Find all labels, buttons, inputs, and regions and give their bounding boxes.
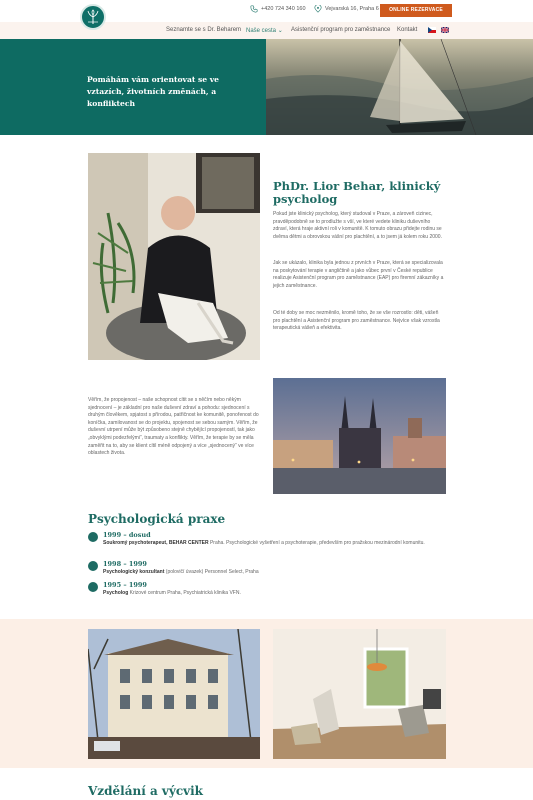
practice-details: Krizové centrum Praha, Psychiatrická klinika VFN. <box>128 590 241 596</box>
chevron-down-icon: ⌄ <box>277 28 283 34</box>
education-section-title: Vzdělání a výcvik <box>88 784 203 798</box>
practice-description <box>103 540 433 548</box>
therapy-room-photo <box>273 629 446 759</box>
practice-role: Soukromý psychoterapeut, BEHAR CENTER <box>103 540 209 546</box>
nav-item-eap[interactable]: Asistenční program pro zaměstnance <box>291 27 391 33</box>
hero-banner <box>0 39 533 135</box>
nav-item-contact[interactable]: Kontakt <box>397 27 418 33</box>
photo-gallery <box>0 619 533 768</box>
intro-paragraph-3: Od té doby se moc nezměnilo, kromě toho, že se vše rozrostlo: děti, vášeň pro plachtění a Asistenční program pro zaměstnance. Nejvíce však vzrostla terapeutická vášeň a efektivita. <box>273 310 440 332</box>
sailing-photo <box>266 39 533 135</box>
practice-details: Praha. Psychologické vyšetření a psychoterapie, především pro pražskou mezinárodní komunitu. <box>208 540 425 546</box>
briefcase-icon <box>88 561 98 571</box>
practice-description <box>103 569 433 577</box>
site-logo[interactable] <box>80 4 106 30</box>
practice-years: 1995 – 1999 <box>103 581 147 589</box>
practice-item <box>88 581 448 601</box>
practice-item <box>88 560 448 580</box>
psychologist-portrait-photo <box>88 153 260 360</box>
address-contact[interactable] <box>314 5 379 13</box>
nav-item-our-journey[interactable] <box>246 27 283 34</box>
practice-role: Psychologický konzultant <box>103 569 165 575</box>
address-text: Vejvarská 16, Praha 6 <box>325 6 379 12</box>
briefcase-icon <box>88 582 98 592</box>
main-navigation <box>0 22 533 39</box>
online-booking-button[interactable]: ONLINE REZERVACE <box>380 4 452 17</box>
phone-number: +420 724 340 160 <box>261 6 306 12</box>
nav-item-about[interactable]: Seznamte se s Dr. Beharem <box>166 27 242 33</box>
phone-icon <box>250 5 258 13</box>
intro-title: PhDr. Lior Behar, klinický psycholog <box>273 179 441 206</box>
practice-description <box>103 590 433 598</box>
hero-headline: Pomáhám vám orientovat se ve vztazích, životních změnách, a konfliktech <box>87 75 220 108</box>
nav-item-our-journey-label: Naše cesta <box>246 28 277 34</box>
tree-logo-icon <box>86 9 100 25</box>
intro-paragraph-1: Pokud jste klinický psycholog, který studoval v Praze, a zároveň cizinec, pravděpodobně se to prodlužte s vší, ve které vedete kliniku duševního zdraví, která hraje aktivní roli v komunitě. K tomuto obrazu přidejte rodinu se dvěma dětmi a obrovskou vášní pro plachtění, a to jsem já kolem roku 2000. <box>273 211 442 240</box>
clinic-building-photo <box>88 629 260 759</box>
practice-years: 1998 – 1999 <box>103 560 147 568</box>
phone-contact[interactable] <box>250 5 306 13</box>
belief-paragraph: Věřím, že propojenost – naše schopnost cítit se s něčím nebo někým sjednocení – je základní pro naše duševní zdraví a pohodu: sjednocení s druhým člověkem, spjatost s přírodou, patřičnost ke komunitě, ponořenost do koníčka, zamilovanost se do projektu, spojenost se sebou samým. Věřím, že duševní utrpení může být způsobeno stejně chybějící propojeností, tak jako „obvyklými podezřelými“, traumaty a konflikty. Věřím, že terapie by se měla zaměřit na to, aby se klient cítil méně odpojený a více „sjednocený“ ve více oblastech života. <box>88 397 259 457</box>
practice-section-title: Psychologická praxe <box>88 512 226 526</box>
czech-flag-icon[interactable] <box>428 27 436 33</box>
prague-old-town-photo <box>273 378 446 494</box>
practice-role: Psycholog <box>103 590 129 596</box>
practice-item <box>88 531 448 557</box>
location-pin-icon <box>314 5 322 13</box>
uk-flag-icon[interactable] <box>441 27 449 33</box>
briefcase-icon <box>88 532 98 542</box>
practice-years: 1999 – dosud <box>103 531 151 539</box>
practice-details: (polovičí úvazek) Personnel Select, Praha <box>164 569 259 575</box>
intro-paragraph-2: Jak se ukázalo, klinika byla jednou z prvních v Praze, která se specializovala na poskytování terapie v angličtině a jako vůbec první v České republice realizuje Asistenční program pro zaměstnance (EAP) pro firemní zákazníky a jejich zaměstnance. <box>273 260 444 289</box>
